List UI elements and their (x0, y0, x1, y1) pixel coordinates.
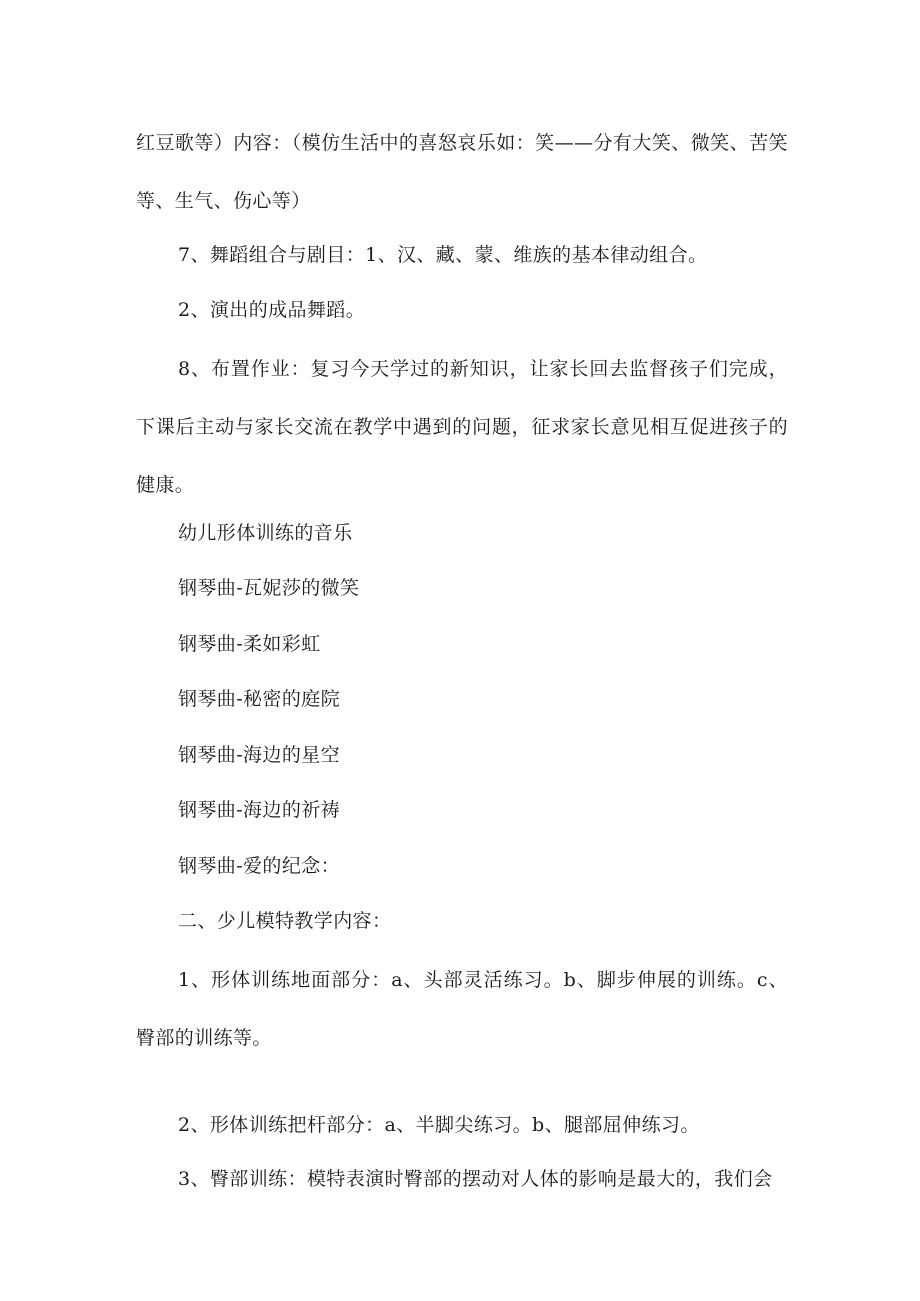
music-list-heading: 幼儿形体训练的音乐 (178, 522, 353, 544)
paragraph-homework: 8、布置作业：复习今天学过的新知识，让家长回去监督孩子们完成，下课后主动与家长交流在教学中遇到的问题，征求家长意见相互促进孩子的健康。 (136, 358, 788, 496)
paragraph-floor-training: 1、形体训练地面部分：a、头部灵活练习。b、脚步伸展的训练。c、臀部的训练等。 (136, 969, 788, 1049)
paragraph-continuation: 红豆歌等）内容：（模仿生活中的喜怒哀乐如：笑——分有大笑、微笑、苦笑等、生气、伤心等） (136, 132, 788, 212)
music-list-item: 钢琴曲-柔如彩虹 (178, 633, 321, 655)
music-list-item: 钢琴曲-海边的星空 (178, 744, 341, 766)
music-list-item: 钢琴曲-爱的纪念： (178, 855, 341, 877)
music-list-item: 钢琴曲-瓦妮莎的微笑 (178, 577, 360, 599)
paragraph-performance: 2、演出的成品舞蹈。 (178, 299, 366, 321)
paragraph-barre-training: 2、形体训练把杆部分：a、半脚尖练习。b、腿部屈伸练习。 (178, 1114, 700, 1136)
section-heading-model-teaching: 二、少儿模特教学内容： (178, 910, 392, 932)
paragraph-hip-training: 3、臀部训练：模特表演时臀部的摆动对人体的影响是最大的，我们会 (178, 1168, 773, 1190)
music-list-item: 钢琴曲-秘密的庭院 (178, 688, 341, 710)
paragraph-dance-combination: 7、舞蹈组合与剧目：1、汉、藏、蒙、维族的基本律动组合。 (178, 244, 708, 266)
music-list-item: 钢琴曲-海边的祈祷 (178, 799, 341, 821)
